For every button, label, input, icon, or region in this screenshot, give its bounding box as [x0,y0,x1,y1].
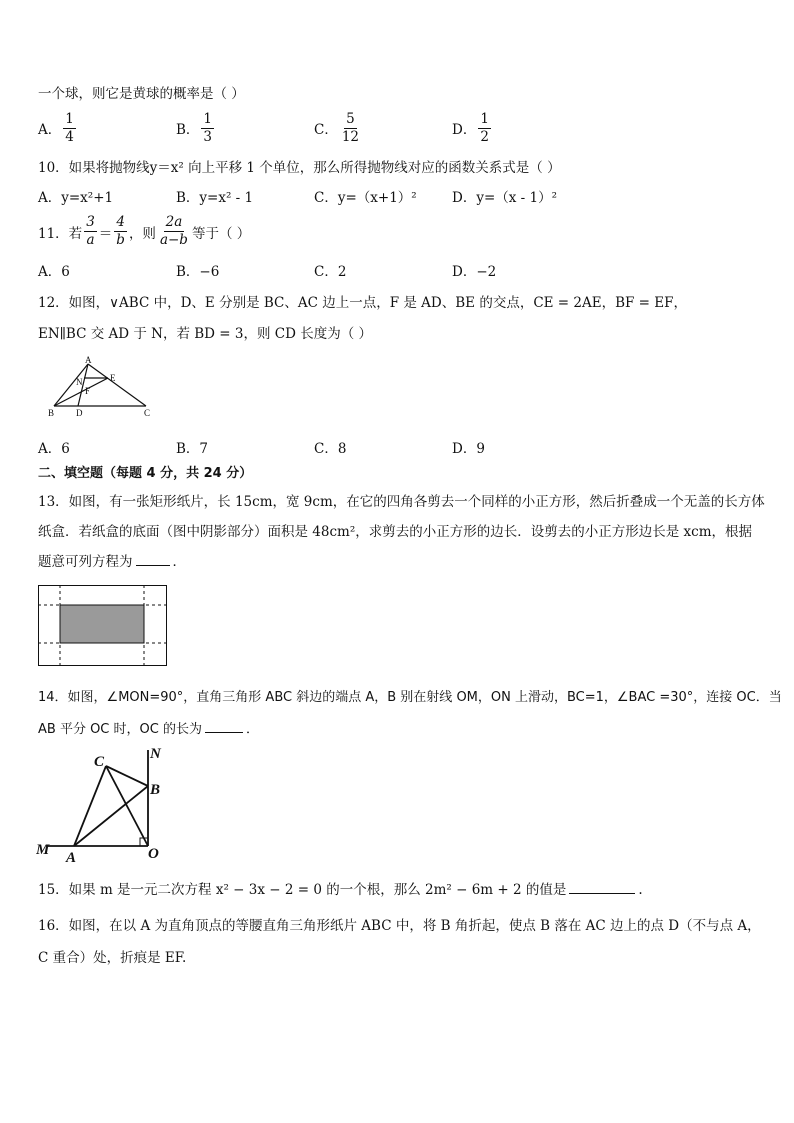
q9-a-den: 4 [65,128,74,145]
q15-stem: 15．如果 m 是一元二次方程 x² − 3x − 2 = 0 的一个根，那么 2m² − 6m + 2 的值是 . [38,878,643,898]
q14-angle-figure [36,742,176,864]
label-f: F [85,386,91,396]
q13-answer-blank [136,551,170,566]
q15-answer-blank [569,879,635,894]
q13-line2: 纸盒．若纸盒的底面（图中阴影部分）面积是 48cm²，求剪去的小正方形的边长．设剪去的小正方形边长是 xcm，根据 [38,524,753,540]
q9-b-den: 3 [203,128,213,145]
q9-options [38,108,758,148]
label-n: N [76,377,83,387]
q14-line1: 14．如图，∠MON=90°，直角三角形 ABC 斜边的端点 A，B 别在射线 OM，ON 上滑动，BC=1，∠BAC =30°，连接 OC．当 [38,690,782,705]
q9-option-d: D． $\frac{1}{2}$ [452,110,489,145]
q9-d-den: 2 [480,128,489,145]
q11-f1-num: 3 [86,214,95,230]
q12-line2: EN∥BC 交 AD 于 N，若 BD = 3，则 CD 长度为（ ） [38,326,372,342]
seg-cb [106,766,148,786]
label-e: E [110,373,116,383]
q13-line3: 题意可列方程为 ． [38,550,186,570]
seg-co [106,766,148,846]
q9-c-num: 5 [346,110,355,127]
q9-stem: 一个球，则它是黄球的概率是（ ） [38,86,245,102]
q10-option-a: A．y=x²+1 [38,190,114,206]
q12-line1: 12．如图，∨ABC 中，D、E 分别是 BC、AC 边上一点，F 是 AD、BE 的交点，CE = 2AE，BF = EF， [38,295,687,311]
label-b: B [48,408,55,418]
label-b: B [150,782,161,798]
label-a: A [85,355,92,365]
q11-option-d: D．−2 [452,264,497,280]
q10-option-c: C．y=（x+1）² [314,190,417,206]
q16-line2: C 重合）处，折痕是 EF. [38,950,187,966]
shaded-base [60,605,144,643]
q12-option-b: B．7 [176,441,209,457]
label-d: D [76,408,83,418]
label-n: N [150,746,161,762]
q10-stem: 10．如果将抛物线y＝x² 向上平移 1 个单位，那么所得抛物线对应的函数关系式是（ ） [38,160,561,176]
q11-f2-num: 4 [116,214,125,230]
q9-option-a: A． $\frac{1}{4}$ [38,110,74,145]
q12-option-a: A．6 [38,441,70,457]
q9-option-b: B． $\frac{1}{3}$ [176,110,213,145]
q10-option-d: D．y=（x - 1）² [452,190,558,206]
q11-stem: 11．若 $\frac{3}{a}$ ＝ $\frac{4}{b}$ ，则 $\frac{2a}{a-b}$ 等于（ ） [38,214,251,248]
seg-ac [88,364,146,406]
q12-option-c: C．8 [314,441,347,457]
label-c: C [94,754,105,770]
q12-option-d: D．9 [452,441,485,457]
label-m: M [36,842,50,858]
q14-line2: AB 平分 OC 时，OC 的长为 ． [38,718,259,737]
label-a: A [66,850,77,864]
q9-a-num: 1 [65,110,74,127]
q11-f1-den: a [86,232,95,248]
q10-option-b: B．y=x² - 1 [176,190,254,206]
q11-option-b: B．−6 [176,264,220,280]
q9-c-den: 12 [341,128,360,145]
q9-option-c: C． $\frac{5}{12}$ [314,110,360,145]
q13-rectangle-figure [38,585,168,667]
q14-answer-blank [205,718,243,733]
q9-d-num: 1 [480,110,489,127]
q12-triangle-figure [44,354,164,420]
label-c: C [144,408,151,418]
q11-f2-den: b [116,232,125,248]
label-o: O [148,846,159,862]
q11-f3-num: 2a [165,214,183,230]
q11-option-a: A．6 [38,264,70,280]
q9-b-num: 1 [203,110,213,127]
q11-option-c: C．2 [314,264,347,280]
section-2-title: 二、填空题（每题 4 分，共 24 分） [38,466,253,481]
q11-f3-den: a−b [159,232,188,248]
q16-line1: 16．如图，在以 A 为直角顶点的等腰直角三角形纸片 ABC 中，将 B 角折起，使点 B 落在 AC 边上的点 D（不与点 A， [38,918,761,934]
q13-line1: 13．如图，有一张矩形纸片，长 15cm，宽 9cm，在它的四角各剪去一个同样的小正方形，然后折叠成一个无盖的长方体 [38,494,765,510]
